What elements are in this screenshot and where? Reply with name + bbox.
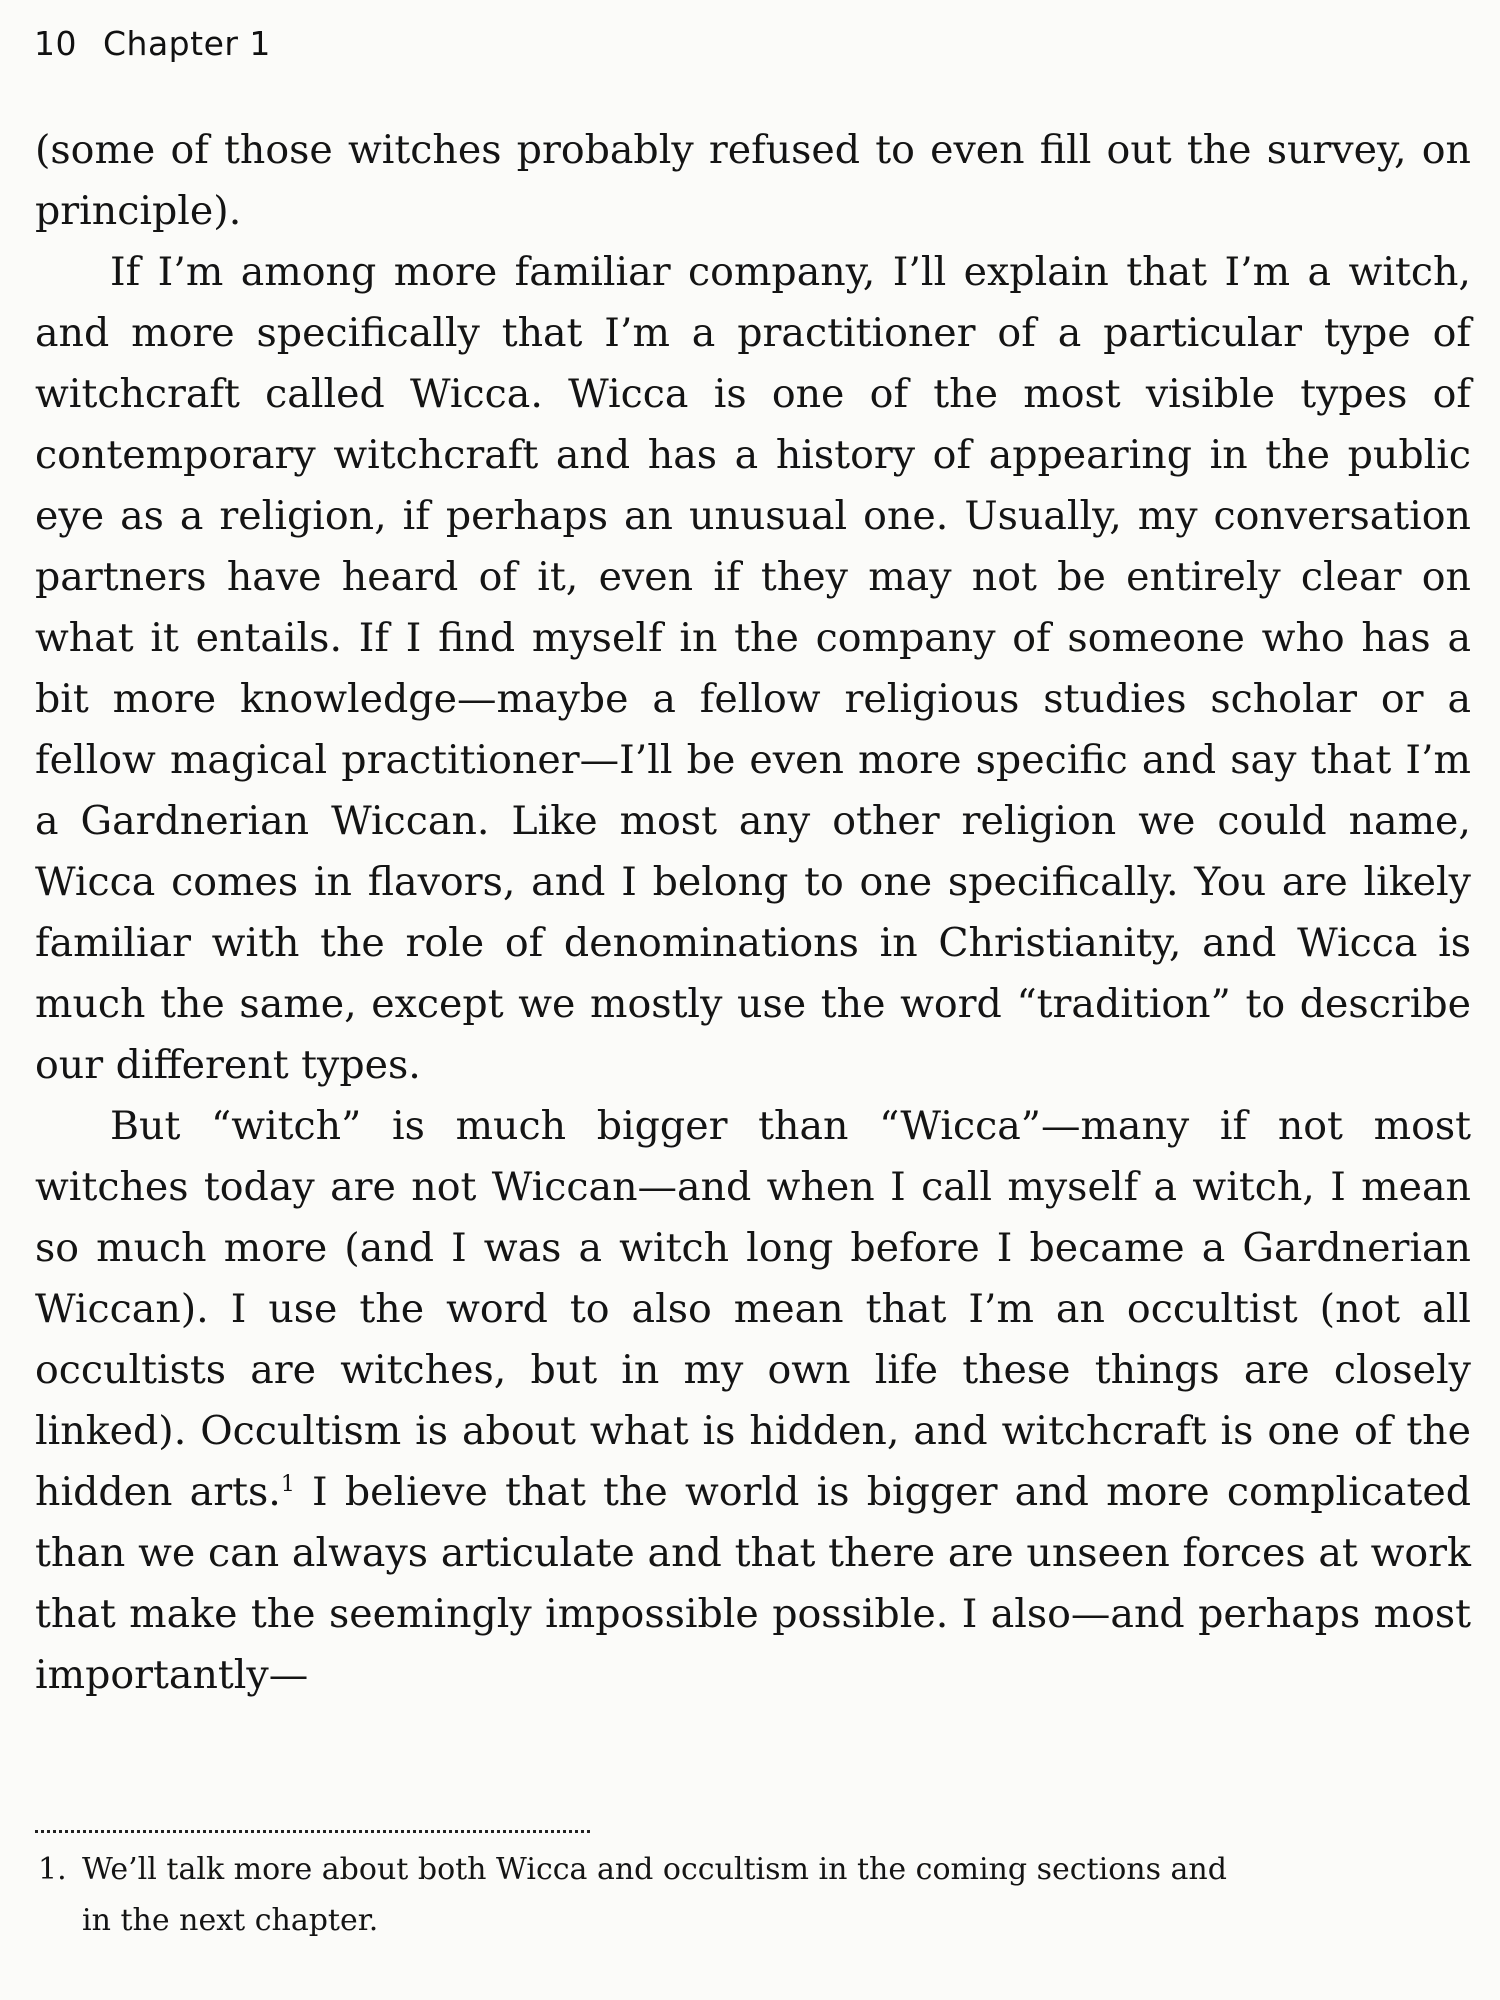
- footnote-reference[interactable]: 1: [280, 1471, 295, 1497]
- footnote-text-1: We’ll talk more about both Wicca and occultism in the coming sections and: [82, 1852, 1227, 1887]
- paragraph-3-part-1: But “witch” is much bigger than “Wicca”—many if not most witches today are not Wiccan—and when I call myself a witch, I mean so much more (and I was a witch long before I became a Gardnerian Wiccan). I use the word to also mean that I’m an occultist (not all occultists are witches, but in my own life these things are closely linked). Occultism is about what is hidden, and witchcraft is one of the hidden arts.: [35, 1103, 1471, 1515]
- footnote: [38, 1844, 1468, 1946]
- body-text: [35, 120, 1471, 1706]
- chapter-label: Chapter 1: [103, 24, 271, 63]
- footnote-line-1: [38, 1844, 1468, 1895]
- footnote-marker: 1.: [38, 1852, 67, 1887]
- page-number: 10: [34, 24, 77, 63]
- footnote-separator: [35, 1830, 590, 1833]
- paragraph-3: [35, 1096, 1471, 1706]
- footnote-text-2: in the next chapter.: [82, 1903, 379, 1938]
- paragraph-2: If I’m among more familiar company, I’ll explain that I’m a witch, and more specifically that I’m a practitioner of a particular type of witchcraft called Wicca. Wicca is one of the most visible types of contemporary witchcraft and has a history of appearing in the public eye as a religion, if perhaps an unusual one. Usually, my conversation partners have heard of it, even if they may not be entirely clear on what it entails. If I find myself in the company of someone who has a bit more knowledge—maybe a fellow religious studies scholar or a fellow magical practitioner—I’ll be even more specific and say that I’m a Gardnerian Wiccan. Like most any other religion we could name, Wicca comes in flavors, and I belong to one specifically. You are likely familiar with the role of denominations in Christianity, and Wicca is much the same, except we mostly use the word “tradition” to describe our different types.: [35, 249, 1471, 1088]
- paragraph-1: (some of those witches probably refused to even fill out the survey, on principle).: [35, 127, 1471, 234]
- running-head: [34, 24, 271, 63]
- paragraph-3-part-2: I believe that the world is bigger and more complicated than we can always articulate and that there are unseen forces at work that make the seemingly impossible possible. I also—and perhaps most importantly—: [35, 1469, 1472, 1698]
